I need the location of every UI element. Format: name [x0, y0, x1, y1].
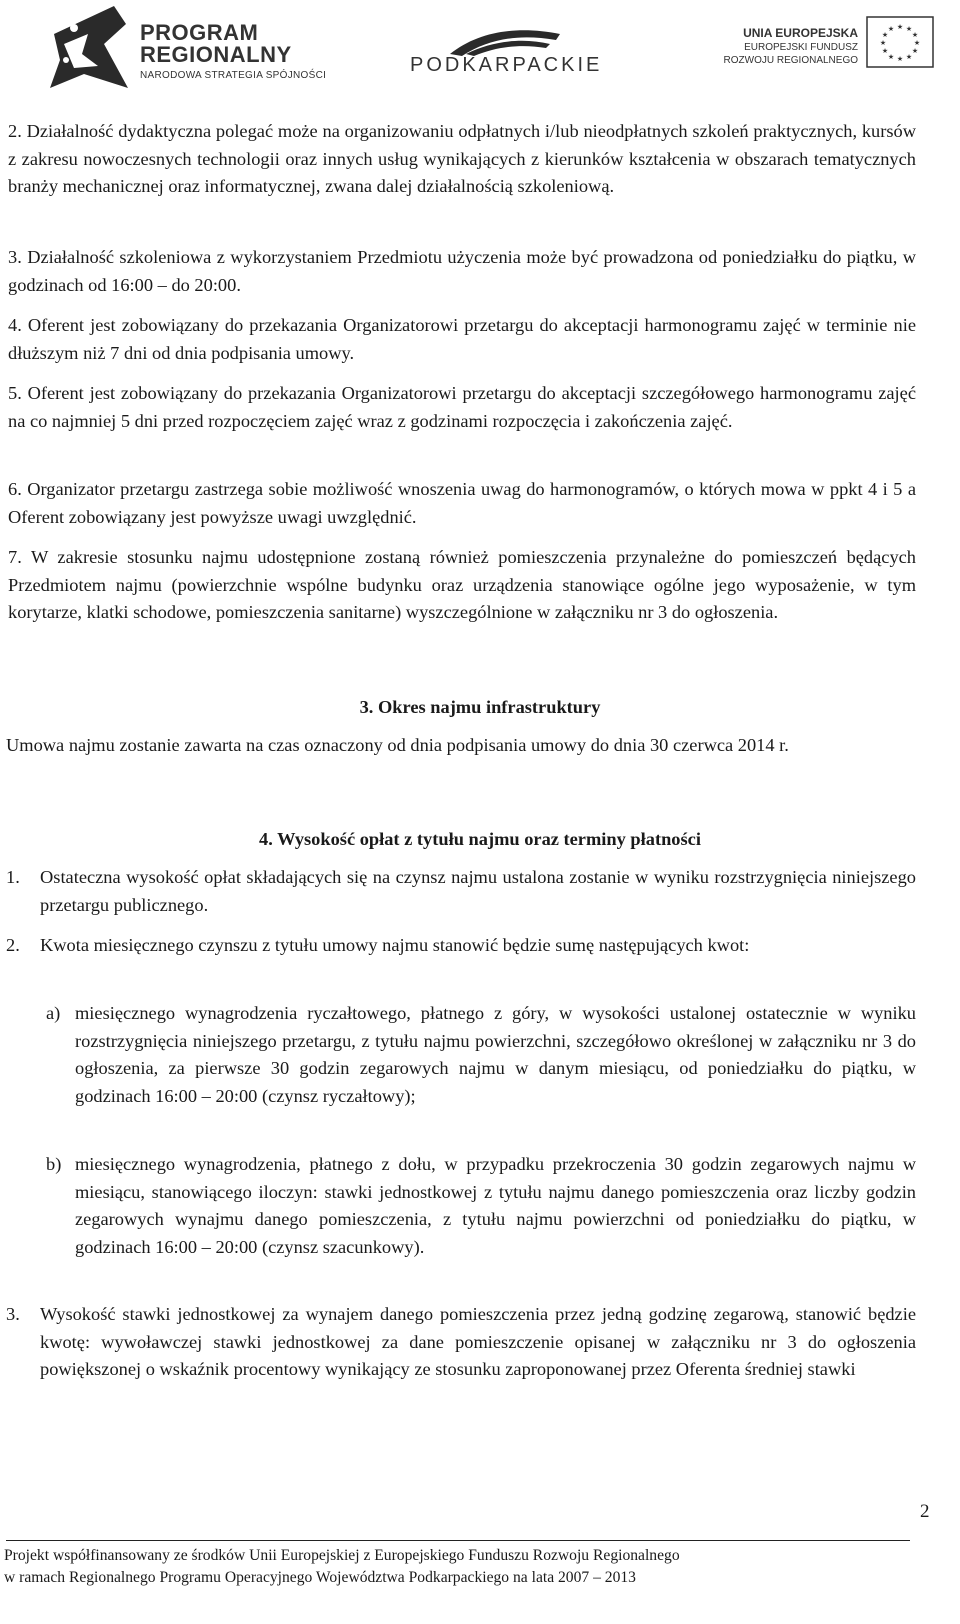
svg-text:★: ★ — [913, 39, 921, 47]
svg-text:★: ★ — [881, 47, 889, 55]
page-header — [0, 0, 960, 100]
svg-text:★: ★ — [911, 31, 919, 39]
list-item: 3. Działalność szkoleniowa z wykorzystaniem Przedmiotu użyczenia może być prowadzona od poniedziałku do piątku, w godzinach od 16:00 – do 20:00. — [8, 247, 916, 295]
svg-text:★: ★ — [881, 31, 889, 39]
svg-text:★: ★ — [905, 53, 913, 61]
section-paragraph: Umowa najmu zostanie zawarta na czas oznaczony od dnia podpisania umowy do dnia 30 czerwca 2014 r. — [6, 735, 789, 755]
page-footer — [4, 1545, 912, 1589]
program-regionalny-logo-icon — [44, 4, 134, 90]
svg-text:★: ★ — [896, 55, 904, 63]
svg-text:★: ★ — [879, 39, 887, 47]
list-item: 1. Ostateczna wysokość opłat składających się na czynsz najmu ustalona zostanie w wyniku rozstrzygnięcia niniejszego przetargu publicznego. — [6, 867, 916, 915]
list-item: 2. Kwota miesięcznego czynszu z tytułu umowy najmu stanowić będzie sumę następujących kwot: — [6, 935, 750, 955]
svg-text:★: ★ — [905, 25, 913, 33]
list-item: 6. Organizator przetargu zastrzega sobie możliwość wnoszenia uwag do harmonogramów, o których mowa w ppkt 4 i 5 a Oferent zobowiązany jest powyższe uwagi uwzględnić. — [8, 479, 916, 527]
list-item: 2. Działalność dydaktyczna polegać może na organizowaniu odpłatnych i/lub nieodpłatnych szkoleń praktycznych, kursów z zakresu nowoczesnych technologii oraz innych usług wynikających z kierunków kształcenia w obszarach tematycznych branży mechanicznej oraz informatycznej, zwana dalej działalnością szkoleniową. — [8, 121, 916, 197]
page-number: 2 — [920, 1501, 930, 1522]
list-item: 3. Wysokość stawki jednostkowej za wynajem danego pomieszczenia przez jedną godzinę zegarową, stanowić będzie kwotę: wywoławczej stawki jednostkowej za dane pomieszczenie opisanej w załączniku nr 3 do ogłoszenia powiększonej o wskaźnik procentowy wynikający ze stosunku zaproponowanej przez Oferenta średniej stawki — [6, 1304, 916, 1380]
svg-text:★: ★ — [896, 23, 904, 31]
section-heading: 3. Okres najmu infrastruktury — [359, 697, 601, 717]
footer-line-1: Projekt współfinansowany ze środków Unii Europejskiej z Europejskiego Funduszu Rozwoju Regionalnego — [4, 1547, 680, 1564]
svg-text:★: ★ — [911, 47, 919, 55]
eu-flag-icon — [866, 16, 934, 68]
eu-fund-label: UNIA EUROPEJSKA EUROPEJSKI FUNDUSZ ROZWOJU REGIONALNEGO — [723, 26, 858, 66]
list-item: 4. Oferent jest zobowiązany do przekazania Organizatorowi przetargu do akceptacji harmonogramu zajęć w terminie nie dłuższym niż 7 dni od dnia podpisania umowy. — [8, 315, 916, 363]
svg-text:★: ★ — [887, 25, 895, 33]
sub-list-item: b) miesięcznego wynagrodzenia, płatnego z dołu, w przypadku przekroczenia 30 godzin zegarowych najmu w miesiącu, stanowiącego iloczyn: stawki jednostkowej z tytułu najmu danego pomieszczenia oraz liczby godzin zegarowych wynajmu danego pomieszczenia, z tytułu najmu powierzchni od poniedziałku do piątku, w godzinach 16:00 – 20:00 (czynsz szacunkowy). — [46, 1154, 916, 1258]
footer-divider — [6, 1540, 910, 1541]
sub-list-item: a) miesięcznego wynagrodzenia ryczałtowego, płatnego z góry, w wysokości ustalonej ostatecznie w wyniku rozstrzygnięcia niniejszego przetargu, z tytułu najmu powierzchni, szczegółowo określonej w załączniku nr 3 do ogłoszenia, za pierwsze 30 godzin zegarowych najmu w danym miesiącu, od poniedziałku do piątku, w godzinach 16:00 – 20:00 (czynsz ryczałtowy); — [46, 1003, 916, 1107]
svg-text:★: ★ — [887, 53, 895, 61]
list-item: 7. W zakresie stosunku najmu udostępnione zostaną również pomieszczenia przynależne do pomieszczeń będących Przedmiotem najmu (powierzchnie wspólne budynku oraz urządzenia stanowiące ogólne jego wyposażenie, w tym korytarze, klatki schodowe, pomieszczenia sanitarne) wyszczególnione w załączniku nr 3 do ogłoszenia. — [8, 547, 917, 623]
list-item: 5. Oferent jest zobowiązany do przekazania Organizatorowi przetargu do akceptacji szczegółowego harmonogramu zajęć na co najmniej 5 dni przed rozpoczęciem zajęć wraz z godzinami rozpoczęcia i zakończenia zajęć. — [8, 383, 916, 431]
program-regionalny-subtitle: NARODOWA STRATEGIA SPÓJNOŚCI — [140, 70, 327, 81]
footer-line-2: w ramach Regionalnego Programu Operacyjnego Województwa Podkarpackiego na lata 2007 – 2013 — [4, 1569, 636, 1586]
program-regionalny-title: PROGRAM REGIONALNY — [140, 20, 292, 67]
podkarpackie-wordmark: PODKARPACKIE — [410, 54, 603, 76]
section-heading: 4. Wysokość opłat z tytułu najmu oraz terminy płatności — [259, 829, 701, 849]
